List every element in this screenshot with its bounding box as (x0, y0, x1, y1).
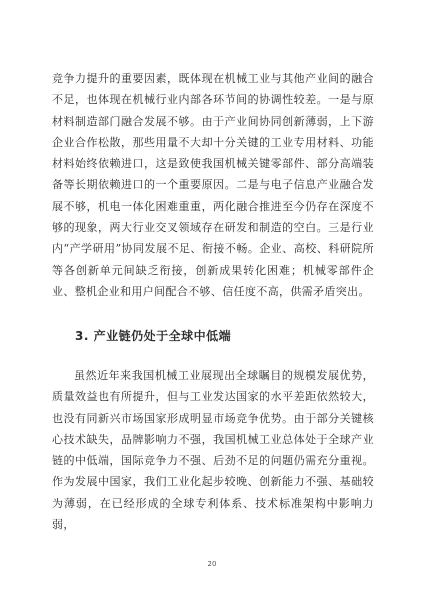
body-paragraph: 竞争力提升的重要因素，既体现在机械工业与其他产业间的融合不足，也体现在机械行业内部各环节间的协调性较差。一是与原材料制造部门融合发展不够。由于产业间协同创新薄弱，上下游企业合作松散，那些用量不大却十分关键的工业专用材料、功能材料始终依赖进口，这是致使我国机械关键零部件、部分高端装备等长期依赖进口的一个重要原因。二是与电子信息产业融合发展不够，机电一体化困难重重，两化融合推进至今仍存在深度不够的现象，两大行业交叉领域存在研发和制造的空白。三是行业内“产学研用”协同发展不足、衔接不畅。企业、高校、科研院所等各创新单元间缺乏衔接，创新成果转化困难；机械零部件企业、整机企业和用户间配合不够、信任度不高，供需矛盾突出。 (52, 72, 374, 298)
body-paragraph: 虽然近年来我国机械工业展现出全球瞩目的规模发展优势，质量效益也有所提升，但与工业发达国家的水平差距依然较大，也没有同新兴市场国家形成明显市场竞争优势。由于部分关键核心技术缺失，品牌影响力不强，我国机械工业总体处于全球产业链的中低端，国际竞争力不强、后劲不足的问题仍需充分重视。作为发展中国家，我们工业化起步较晚、创新能力不强、基础较为薄弱，在已经形成的全球专利体系、技术标准架构中影响力弱， (52, 369, 374, 532)
section-heading: 3. 产业链仍处于全球中低端 (75, 329, 232, 343)
page-number: 20 (207, 560, 217, 568)
